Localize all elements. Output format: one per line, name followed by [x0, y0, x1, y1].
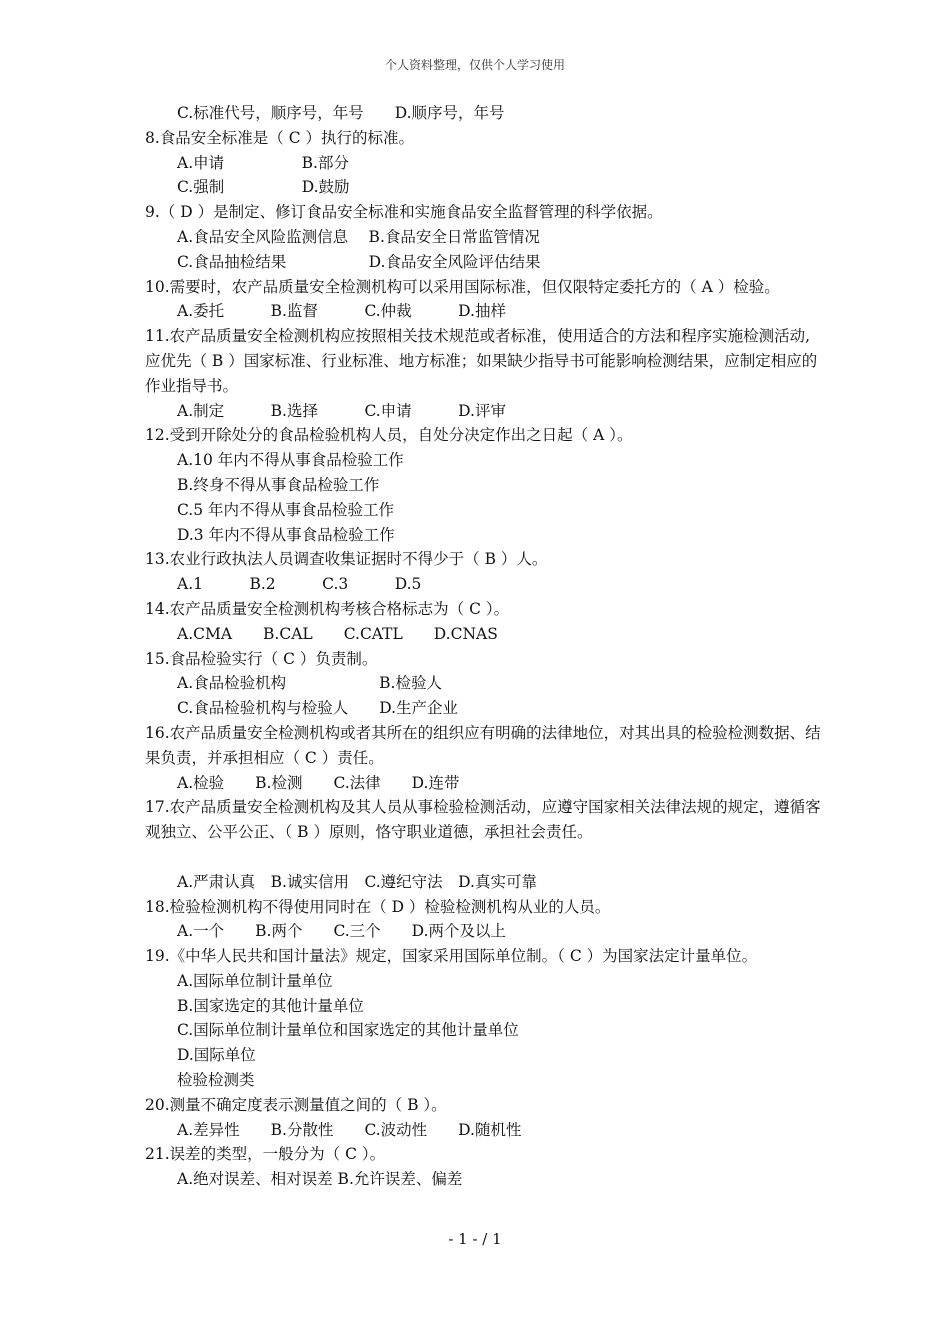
- option-line: A.制定 B.选择 C.申请 D.评审: [177, 401, 506, 420]
- page-header: 个人资料整理，仅供个人学习使用: [384, 58, 565, 72]
- option-line: 检验检测类: [177, 1071, 255, 1090]
- option-line: B.终身不得从事食品检验工作: [177, 475, 380, 494]
- option-line: A.国际单位制计量单位: [177, 971, 333, 990]
- option-line: A.一个 B.两个 C.三个 D.两个及以上: [177, 922, 506, 941]
- option-line: C.国际单位制计量单位和国家选定的其他计量单位: [177, 1021, 519, 1040]
- question-line: 14.农产品质量安全检测机构考核合格标志为（ C ）。: [145, 599, 510, 618]
- option-line: A.差异性 B.分散性 C.波动性 D.随机性: [177, 1120, 522, 1139]
- option-line: A.检验 B.检测 C.法律 D.连带: [177, 773, 460, 792]
- blank-line: [145, 845, 825, 870]
- option-line: A.食品安全风险监测信息 B.食品安全日常监管情况: [177, 227, 540, 246]
- option-line: A.绝对误差、相对误差 B.允许误差、偏差: [177, 1170, 463, 1189]
- page-number: - 1 - / 1: [448, 1230, 502, 1248]
- question-line: 17.农产品质量安全检测机构及其人员从事检验检测活动，应遵守国家相关法律法规的规定，遵循客观独立、公平公正、（ B ）原则，恪守职业道德，承担社会责任。: [145, 798, 821, 842]
- option-line: D.国际单位: [177, 1046, 256, 1065]
- option-line: A.食品检验机构 B.检验人: [177, 674, 442, 693]
- option-line: B.国家选定的其他计量单位: [177, 996, 364, 1015]
- option-line: A.10 年内不得从事食品检验工作: [177, 451, 404, 470]
- question-line: 16.农产品质量安全检测机构或者其所在的组织应有明确的法律地位，对其出具的检验检测数据、结果负责，并承担相应（ C ）责任。: [145, 723, 821, 767]
- question-line: 9.（ D ）是制定、修订食品安全标准和实施食品安全监督管理的科学依据。: [145, 203, 663, 222]
- option-line: A.CMA B.CAL C.CATL D.CNAS: [177, 624, 498, 643]
- option-line: A.委托 B.监督 C.仲裁 D.抽样: [177, 302, 506, 321]
- option-line: C.食品抽检结果 D.食品安全风险评估结果: [177, 252, 541, 271]
- option-line: C.食品检验机构与检验人 D.生产企业: [177, 699, 459, 718]
- document-body: [145, 101, 825, 1192]
- question-line: 19.《中华人民共和国计量法》规定，国家采用国际单位制。（ C ）为国家法定计量单位。: [145, 947, 758, 966]
- question-line: 20.测量不确定度表示测量值之间的（ B ）。: [145, 1095, 447, 1114]
- question-line: 11.农产品质量安全检测机构应按照相关技术规范或者标准，使用适合的方法和程序实施检测活动,应优先（ B ）国家标准、行业标准、地方标准；如果缺少指导书可能影响检测结果，应制定相应的作业指导书。: [145, 327, 818, 395]
- option-line: C.强制 D.鼓励: [177, 178, 350, 197]
- option-line: A.申请 B.部分: [177, 153, 349, 172]
- option-line: D.3 年内不得从事食品检验工作: [177, 525, 395, 544]
- option-line: A.严肃认真 B.诚实信用 C.遵纪守法 D.真实可靠: [177, 872, 537, 891]
- question-line: 12.受到开除处分的食品检验机构人员，自处分决定作出之日起（ A ）。: [145, 426, 633, 445]
- question-line: 8.食品安全标准是（ C ）执行的标准。: [145, 128, 415, 147]
- question-line: 21.误差的类型，一般分为（ C ）。: [145, 1145, 386, 1164]
- question-line: 13.农业行政执法人员调查收集证据时不得少于（ B ）人。: [145, 550, 548, 569]
- option-line: A.1 B.2 C.3 D.5: [177, 575, 422, 594]
- question-line: 15.食品检验实行（ C ）负责制。: [145, 649, 378, 668]
- option-line: C.标准代号，顺序号，年号 D.顺序号，年号: [177, 104, 505, 122]
- question-line: 18.检验检测机构不得使用同时在（ D ）检验检测机构从业的人员。: [145, 897, 611, 916]
- option-line: C.5 年内不得从事食品检验工作: [177, 500, 395, 519]
- question-line: 10.需要时，农产品质量安全检测机构可以采用国际标准，但仅限特定委托方的（ A ）检验。: [145, 277, 780, 296]
